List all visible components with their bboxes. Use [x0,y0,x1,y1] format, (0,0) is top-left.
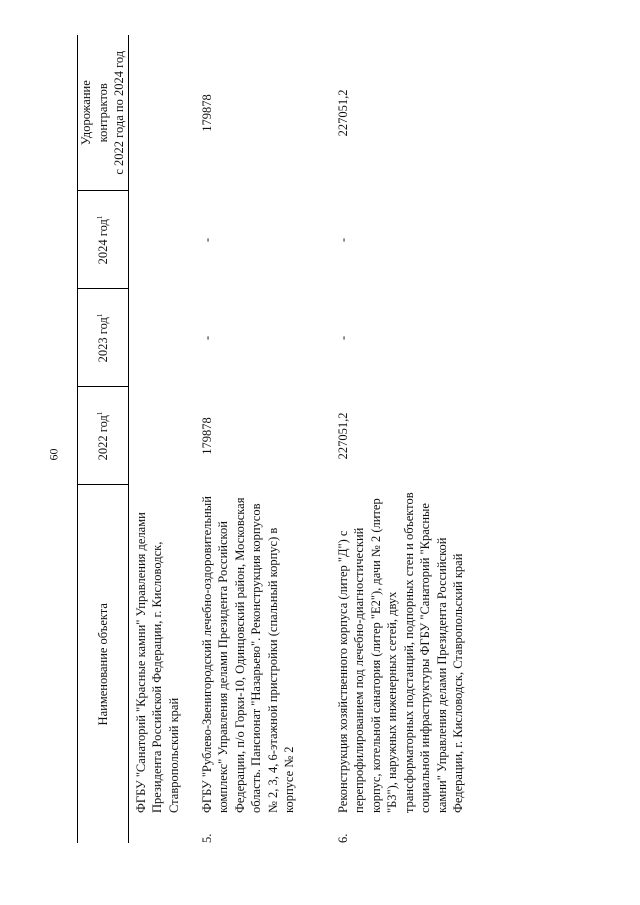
row-number: 5. [199,833,214,843]
table-header-row [78,35,129,843]
value-increase: 179878 [199,94,214,132]
value-2023: - [335,335,350,341]
value-2024: - [335,237,350,243]
header-cost-increase: Удорожание контрактов с 2022 года по 2024 год [78,35,129,191]
table-row [329,35,525,843]
value-increase: 227051,2 [335,89,350,137]
value-2022: 179878 [199,417,214,455]
page-number: 60 [46,448,61,461]
rotated-table-container [77,35,532,843]
value-2024 [128,191,199,289]
header-2022: 2022 год$^1$ [78,387,129,485]
header-2024: 2024 год$^1$ [78,191,129,289]
object-name: Реконструкция хозяйственного корпуса (литер "Д") с перепрофилированием под лечебно-диагностический корпус, котельной санатория (литер "Е2"), дачи № 2 (литер "Б3"), наружных инженерных сетей, двух трансформаторных подстанций, подпорных стен и объектов социальной инфраструктуры ФГБУ "Санаторий "Красные камни" Управления делами Президента Российской Федерации, г. Кисловодск, Ставропольский край [335,492,465,813]
row-number [128,817,199,843]
row-number: 6. [335,833,350,843]
value-increase [128,35,199,191]
header-2023: 2023 год$^1$ [78,289,129,387]
value-2024: - [199,237,214,243]
table-row [128,35,199,843]
value-2023 [128,289,199,387]
table-row [199,35,329,843]
object-name: ФГБУ "Рублево-Звенигородский лечебно-оздоровительный комплекс" Управления делами Президента Российской Федерации, п/о Горки-10, Одинцовский район, Московская область. Пансионат "Назарьево". Реконструкция корпусов № 2, 3, 4, 6-этажной пристройки (спальный корпус) в корпусе № 2 [199,496,296,813]
object-name: ФГБУ "Санаторий "Красные камни" Управления делами Президента Российской Федерации, г. Кисловодск, Ставропольский край [133,512,181,813]
value-2022 [128,387,199,485]
financing-table [77,35,525,843]
value-2023: - [199,335,214,341]
value-2022: 227051,2 [335,412,350,460]
header-object-name: Наименование объекта [78,485,129,843]
